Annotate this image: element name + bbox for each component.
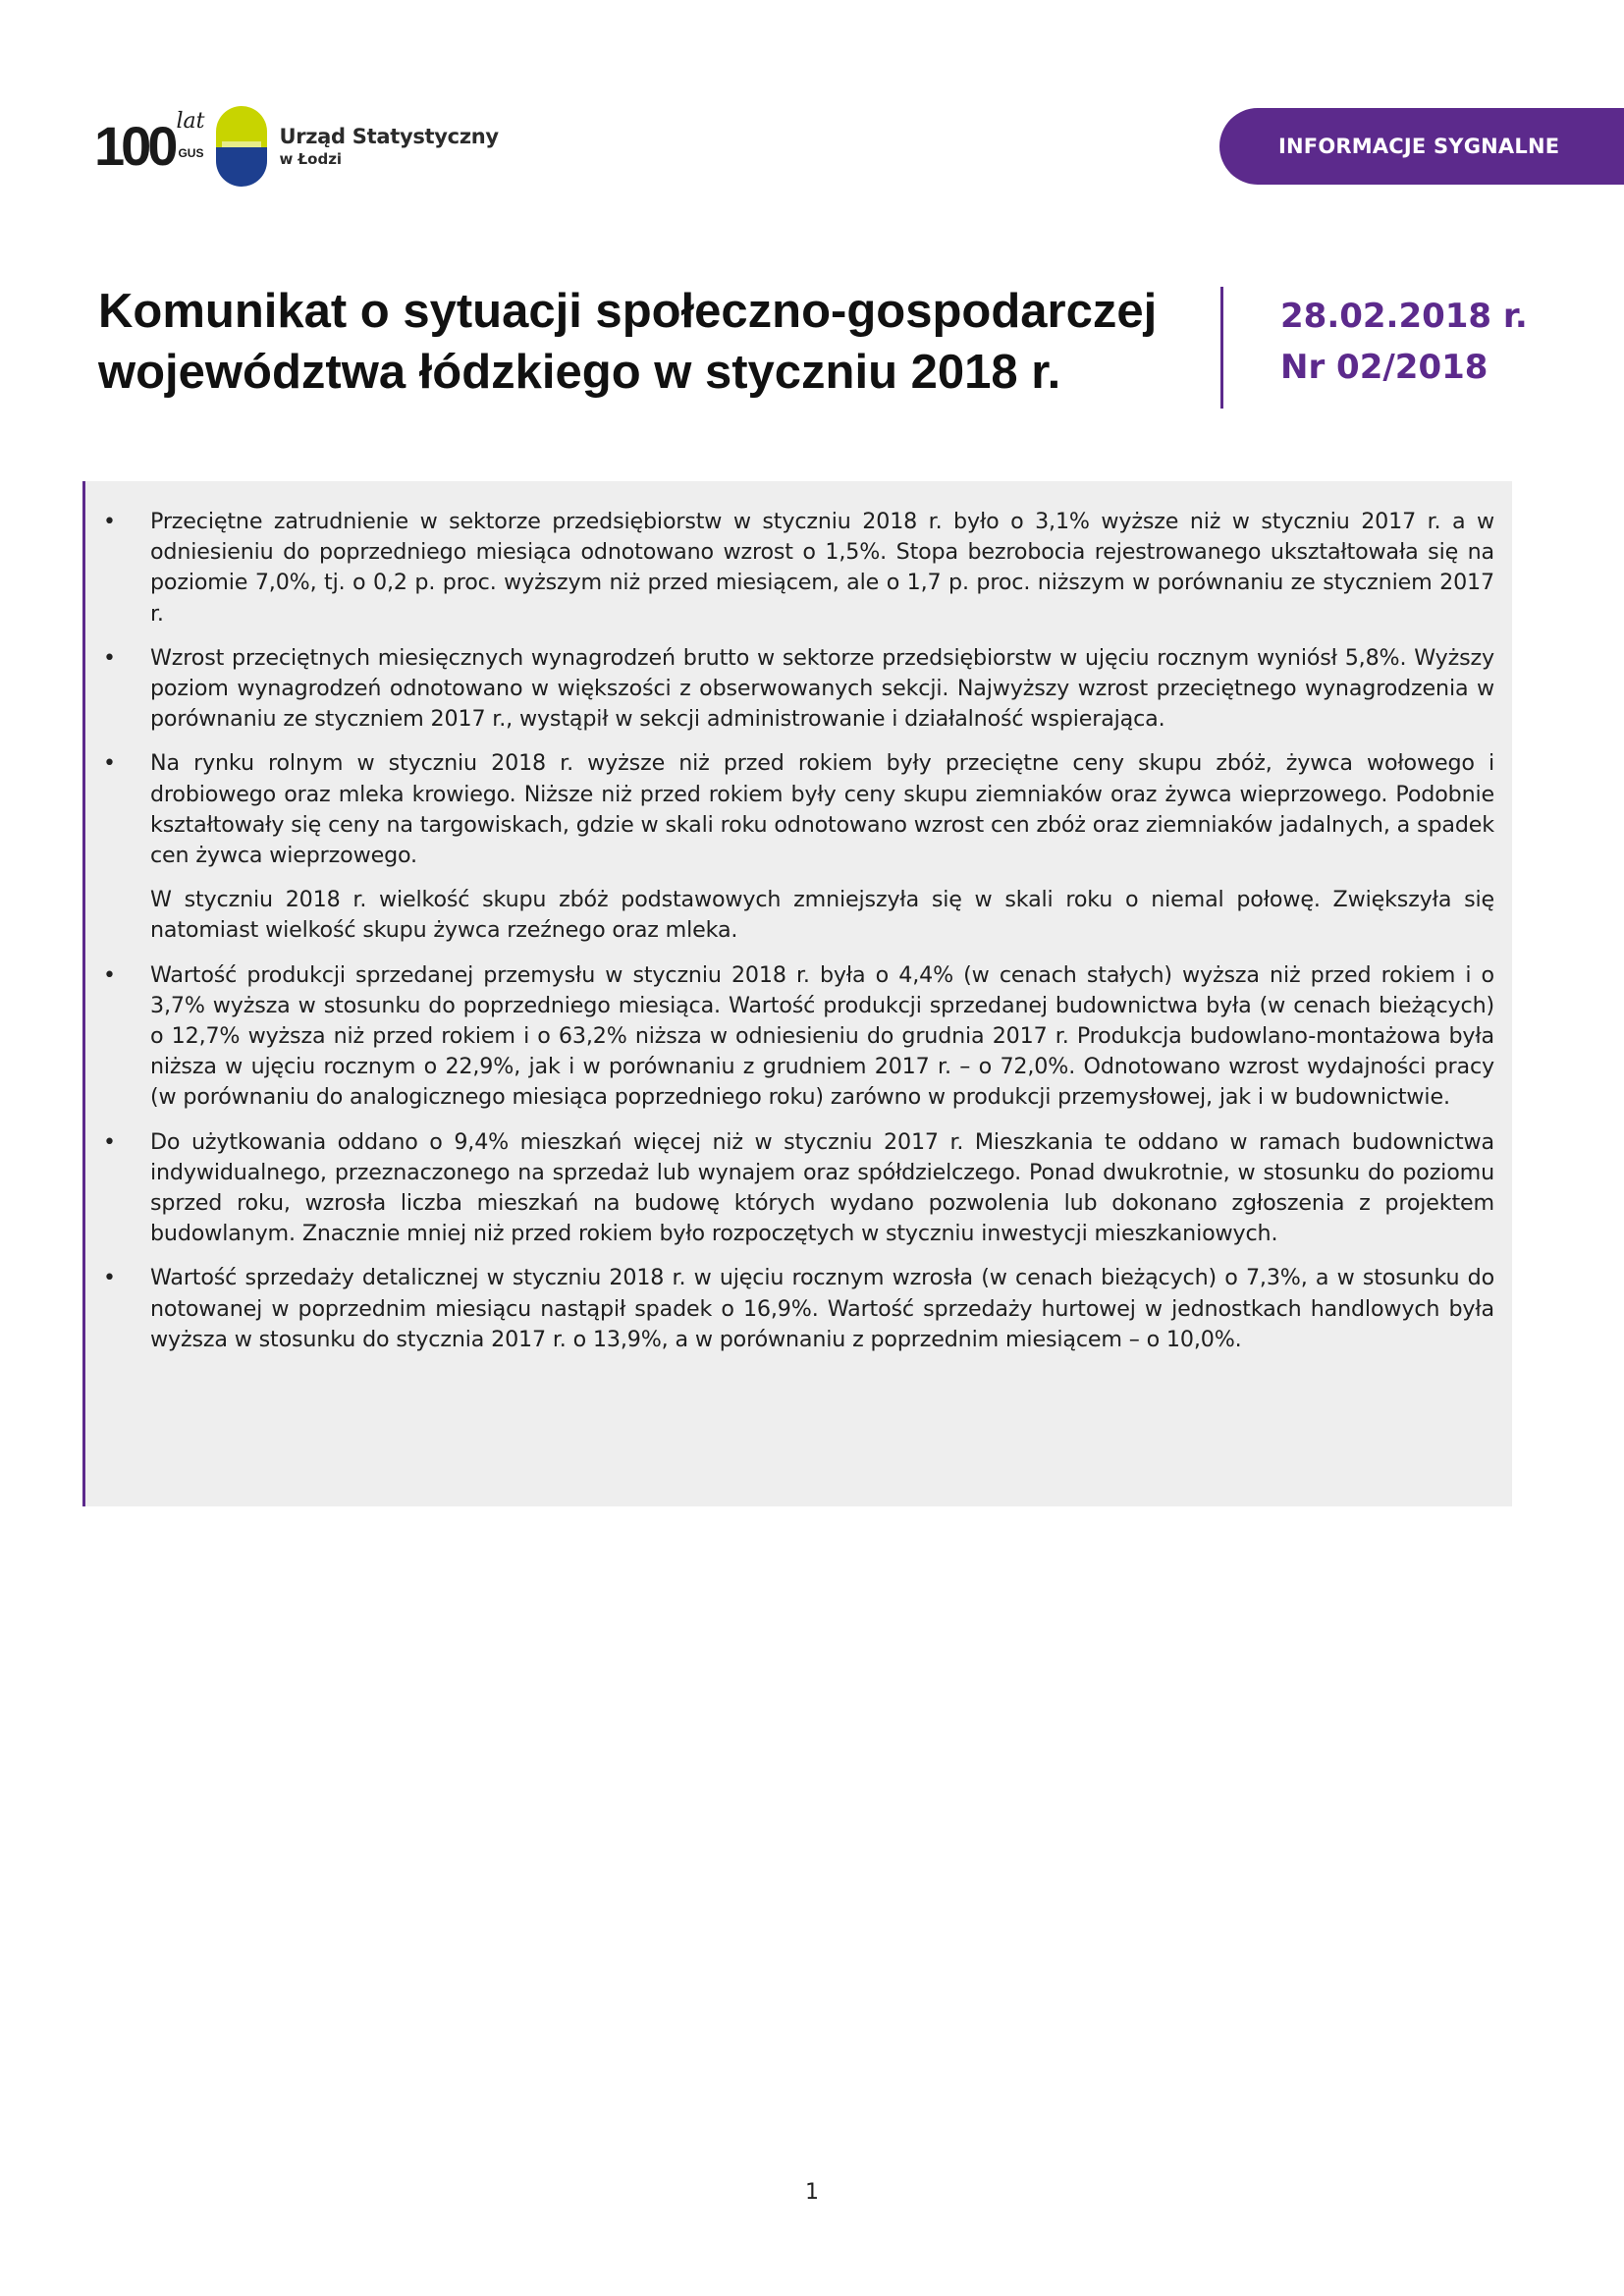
bullet-icon: •: [103, 1129, 116, 1155]
summary-item-text: Wartość produkcji sprzedanej przemysłu w styczniu 2018 r. była o 4,4% (w cenach stałych) wyższa niż przed rokiem i o 3,7% wyższa w stosunku do poprzedniego miesiąca. Wartość produkcji sprzedanej budownictwa była (w cenach bieżących) o 12,7% wyższa niż przed rokiem i o 63,2% niższa w odniesieniu do grudnia 2017 r. Produkcja budowlano-montażowa była niższa w ujęciu rocznym o 22,9%, jak i w porównaniu z grudniem 2017 r. – o 72,0%. Odnotowano wzrost wydajności pracy (w porównaniu do analogicznego miesiąca poprzedniego roku) zarówno w produkcji przemysłowej, jak i w budownictwie.: [150, 961, 1494, 1111]
title-divider: [1220, 287, 1223, 409]
release-meta: [1280, 291, 1528, 393]
bullet-icon: •: [103, 645, 116, 671]
office-name-block: [279, 125, 498, 168]
bullet-icon: •: [103, 1266, 116, 1291]
badge-label: INFORMACJE SYGNALNE: [1278, 135, 1560, 158]
title-line-1: Komunikat o sytuacji społeczno-gospodarczej: [98, 285, 1158, 338]
summary-item-text: Wartość sprzedaży detalicznej w styczniu 2018 r. w ujęciu rocznym wzrosła (w cenach bieżących) o 7,3%, a w stosunku do notowanej w poprzednim miesiącu nastąpił spadek o 16,9%. Wartość sprzedaży hurtowej w jednostkach handlowych była wyższa w stosunku do stycznia 2017 r. o 13,9%, a w porównaniu z poprzednim miesiącem – o 10,0%.: [150, 1265, 1494, 1352]
statistics-office-emblem-icon: [214, 104, 269, 189]
title-line-2: województwa łódzkiego w styczniu 2018 r.: [98, 346, 1061, 399]
summary-item-subparagraph: W styczniu 2018 r. wielkość skupu zbóż podstawowych zmniejszyła się w skali roku o niemal połowę. Zwiększyła się natomiast wielkość skupu żywca rzeźnego oraz mleka.: [150, 887, 1494, 944]
office-city: w Łodzi: [279, 150, 343, 168]
summary-item-text: Przeciętne zatrudnienie w sektorze przedsiębiorstw w styczniu 2018 r. było o 3,1% wyższe niż w styczniu 2017 r. a w odniesieniu do poprzedniego miesiąca odnotowano wzrost o 1,5%. Stopa bezrobocia rejestrowanego ukształtowała się na poziomie 7,0%, tj. o 0,2 p. proc. wyższym niż przed miesiącem, ale o 1,7 p. proc. niższym w porównaniu ze styczniem 2017 r.: [150, 509, 1494, 627]
bullet-icon: •: [103, 751, 116, 777]
summary-box: [82, 481, 1512, 1506]
release-number: Nr 02/2018: [1280, 348, 1489, 387]
office-name: Urząd Statystyczny: [279, 125, 499, 148]
summary-item: [85, 507, 1512, 629]
bullet-icon: •: [103, 510, 116, 534]
logo-gus-text: GUS: [178, 146, 204, 160]
summary-item-text: Do użytkowania oddano o 9,4% mieszkań więcej niż w styczniu 2017 r. Mieszkania te oddano w ramach budownictwa indywidualnego, przeznaczonego na sprzedaż lub wynajem oraz spółdzielczego. Ponad dwukrotnie, w stosunku do poziomu sprzed roku, wzrosła liczba mieszkań na budowę których wydano pozwolenia lub dokonano zgłoszenia z projektem budowlanym. Znacznie mniej niż przed rokiem było rozpoczętych w styczniu inwestycji mieszkaniowych.: [150, 1128, 1494, 1247]
summary-item: [85, 643, 1512, 736]
release-date: 28.02.2018 r.: [1280, 297, 1528, 336]
summary-item: [85, 960, 1512, 1114]
gus-logo: [94, 102, 499, 191]
logo-100-text: 100: [94, 115, 175, 177]
summary-item-text: Na rynku rolnym w styczniu 2018 r. wyższe niż przed rokiem były przeciętne ceny skupu zbóż, żywca wołowego i drobiowego oraz mleka krowiego. Niższe niż przed rokiem były ceny skupu ziemniaków oraz żywca wieprzowego. Podobnie kształtowały się ceny na targowiskach, gdzie w skali roku odnotowano wzrost cen zbóż oraz ziemniaków jadalnych, a spadek cen żywca wieprzowego.: [150, 750, 1494, 869]
summary-item: [85, 748, 1512, 946]
logo-lat-text: lat: [176, 109, 205, 134]
informacje-sygnalne-badge: [1219, 108, 1624, 185]
summary-item: [85, 1127, 1512, 1250]
summary-item-text: Wzrost przeciętnych miesięcznych wynagrodzeń brutto w sektorze przedsiębiorstw w ujęciu rocznym wyniósł 5,8%. Wyższy poziom wynagrodzeń odnotowano w większości z obserwowanych sekcji. Najwyższy wzrost przeciętnego wynagrodzenia w porównaniu ze styczniem 2017 r., wystąpił w sekcji administrowanie i działalność wspierająca.: [150, 644, 1494, 733]
logo-lat-group: [176, 111, 204, 160]
page-number: 1: [805, 2180, 819, 2205]
document-title: [98, 281, 1208, 403]
summary-item: [85, 1263, 1512, 1355]
bullet-icon: •: [103, 962, 116, 988]
summary-list: [85, 481, 1512, 1355]
